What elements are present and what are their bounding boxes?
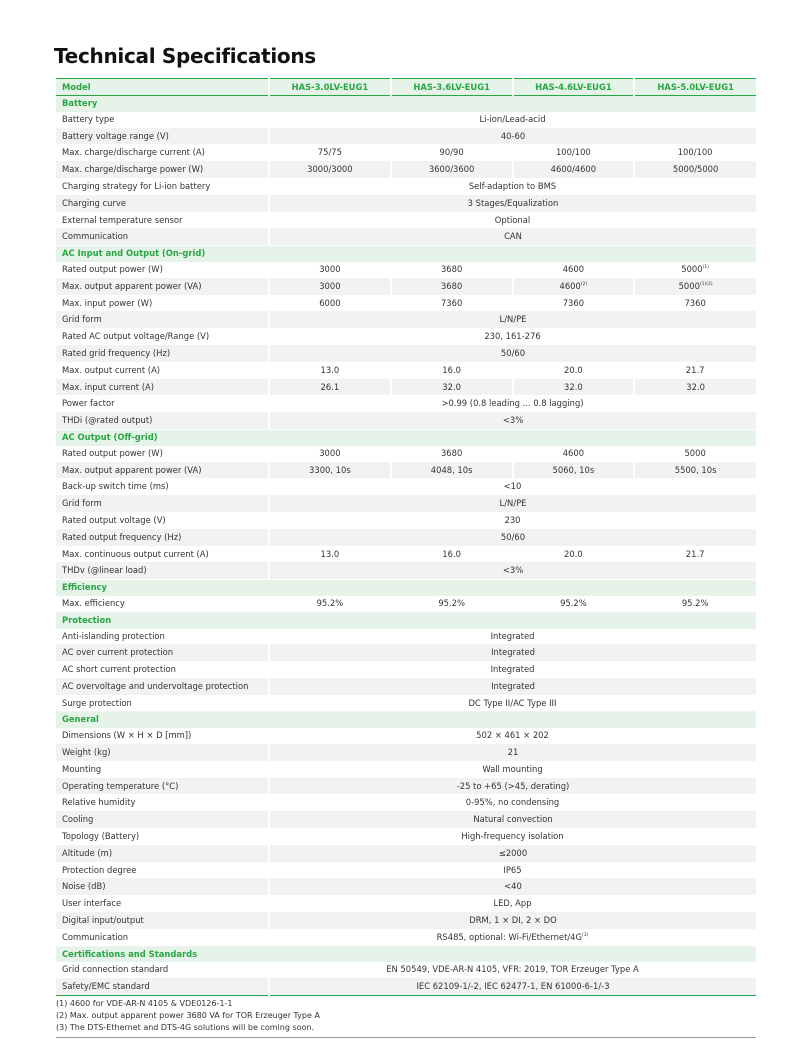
spec-label: Battery voltage range (V) [56,128,269,145]
spec-value-all-models [269,879,756,896]
section-header-row [56,96,756,112]
spec-label: Operating temperature (°C) [56,778,269,795]
footnotes [56,998,756,1038]
spec-value [269,145,391,162]
spec-value-all-models [269,913,756,930]
spec-value-text: 3680 [440,280,463,291]
spec-row [56,546,756,563]
spec-value-all-models [269,496,756,513]
spec-value [513,295,635,312]
spec-value-text: Self-adaption to BMS [468,180,557,191]
spec-value-text: 26.1 [320,381,340,392]
spec-value-text: 21.7 [685,548,705,559]
spec-label: Mounting [56,761,269,778]
spec-value-text: DC Type II/AC Type III [468,697,557,708]
spec-value-all-models [269,845,756,862]
spec-row [56,462,756,479]
spec-value [269,596,391,612]
section-header-row [56,712,756,728]
spec-value-all-models [269,645,756,662]
section-title: Battery [56,96,756,112]
spec-label: Rated output voltage (V) [56,512,269,529]
spec-row [56,812,756,829]
spec-row [56,629,756,645]
spec-value-text: IEC 62109-1/-2, IEC 62477-1, EN 61000-6-1/-3 [416,981,610,992]
spec-value-text: 4048, 10s [430,464,473,475]
spec-value-text: EN 50549, VDE-AR-N 4105, VFR: 2019, TOR Erzeuger Type A [386,964,639,975]
spec-value-text: 0-95%, no condensing [465,797,560,808]
spec-value-all-models [269,229,756,246]
spec-label: Back-up switch time (ms) [56,479,269,496]
spec-value [391,379,513,396]
spec-row [56,278,756,295]
spec-value-text: LED, App [493,898,532,909]
spec-row [56,529,756,546]
spec-value-text: Integrated [490,664,535,675]
spec-value-all-models [269,896,756,913]
spec-row [56,728,756,744]
model-name: HAS-3.6LV-EUG1 [391,79,513,96]
spec-label: User interface [56,896,269,913]
spec-value [391,546,513,563]
spec-value [634,295,756,312]
spec-label: AC short current protection [56,662,269,679]
footnote: (1) 4600 for VDE-AR-N 4105 & VDE0126-1-1 [56,999,233,1008]
spec-value [513,379,635,396]
spec-row [56,262,756,278]
spec-row [56,563,756,580]
spec-value-text: RS485, optional: Wi-Fi/Ethernet/4G [436,931,582,942]
spec-value-all-models [269,312,756,329]
spec-value-text: 13.0 [320,548,340,559]
spec-value [391,462,513,479]
spec-value-all-models [269,396,756,413]
spec-row [56,496,756,513]
spec-value-text: 230, 161-276 [484,331,541,342]
spec-label: Battery type [56,112,269,128]
spec-value [513,596,635,612]
spec-value [513,446,635,462]
spec-value-all-models [269,329,756,346]
spec-value-all-models [269,778,756,795]
spec-row [56,295,756,312]
spec-label: External temperature sensor [56,212,269,229]
spec-label: Dimensions (W × H × D [mm]) [56,728,269,744]
spec-label: AC over current protection [56,645,269,662]
spec-value-text: 95.2% [316,597,344,608]
spec-value-text: 50/60 [500,347,526,358]
spec-value-text: 3 Stages/Equalization [467,197,559,208]
spec-row [56,229,756,246]
spec-value [634,462,756,479]
spec-value-all-models [269,178,756,195]
spec-value-all-models [269,812,756,829]
spec-value-all-models [269,795,756,812]
spec-label: Max. efficiency [56,596,269,612]
spec-row [56,761,756,778]
spec-row [56,645,756,662]
spec-value-text: Integrated [491,647,535,658]
spec-label: Altitude (m) [56,845,269,862]
spec-value-text: -25 to +65 (>45, derating) [456,780,570,791]
spec-row [56,596,756,612]
spec-row [56,929,756,946]
spec-value [269,462,391,479]
spec-row [56,413,756,430]
section-title: AC Input and Output (On-grid) [56,246,756,262]
spec-value [513,462,635,479]
spec-value [391,145,513,162]
spec-label: Max. output apparent power (VA) [56,462,269,479]
spec-label: Surge protection [56,695,269,712]
spec-row [56,829,756,846]
page-title: Technical Specifications [54,44,316,68]
footnote: (2) Max. output apparent power 3680 VA for TOR Erzeuger Type A [56,1011,320,1020]
spec-label: Communication [56,929,269,946]
spec-value-text: <40 [504,881,522,892]
spec-value-text: 100/100 [677,147,713,158]
spec-label: AC overvoltage and undervoltage protection [56,678,269,695]
spec-value [634,546,756,563]
spec-row [56,678,756,695]
spec-value-text: Integrated [491,680,535,691]
spec-value-text: DRM, 1 × DI, 2 × DO [469,915,557,926]
spec-value-text: 100/100 [555,147,591,158]
spec-label: Cooling [56,812,269,829]
spec-label: THDv (@linear load) [56,563,269,580]
spec-value-text: 16.0 [442,364,461,375]
spec-value [269,278,391,295]
spec-row [56,362,756,379]
spec-row [56,312,756,329]
spec-value-all-models [269,529,756,546]
spec-value-text: 7360 [562,297,585,308]
spec-value-text: 95.2% [681,597,709,608]
spec-label: Rated AC output voltage/Range (V) [56,329,269,346]
spec-value-text: Natural convection [473,814,553,825]
spec-row [56,345,756,362]
spec-row [56,979,756,996]
spec-value-text: 7360 [684,297,706,308]
spec-label: Weight (kg) [56,745,269,762]
footnote-ref: (3) [582,933,589,939]
spec-value-text: IP65 [503,864,522,875]
spec-value-all-models [269,829,756,846]
footnote-ref: (1)(2) [699,281,713,287]
spec-value-text: 3000 [319,447,341,458]
spec-row [56,745,756,762]
spec-label: Digital input/output [56,913,269,930]
spec-label: Max. input power (W) [56,295,269,312]
spec-value [391,596,513,612]
spec-value-text: 4600 [559,280,581,291]
spec-label: Rated grid frequency (Hz) [56,345,269,362]
spec-value-text: 3000 [319,263,341,274]
spec-value-all-models [269,979,756,996]
spec-value-text: 75/75 [317,147,342,158]
spec-value [513,162,635,179]
spec-label: Topology (Battery) [56,829,269,846]
spec-value-all-models [269,728,756,744]
section-title: AC Output (Off-grid) [56,429,756,445]
spec-value-text: <3% [502,415,524,426]
spec-row [56,662,756,679]
spec-value-all-models [269,678,756,695]
spec-label: Relative humidity [56,795,269,812]
spec-value-all-models [269,512,756,529]
spec-value-text: 5060, 10s [552,464,595,475]
section-header-row [56,246,756,262]
spec-value-text: 20.0 [564,364,583,375]
spec-value-text: 7360 [440,297,463,308]
spec-value-all-models [269,112,756,128]
spec-value-text: L/N/PE [499,314,527,325]
spec-label: Max. charge/discharge current (A) [56,145,269,162]
spec-value [269,379,391,396]
spec-value-text: 5500, 10s [674,464,717,475]
section-title: Efficiency [56,580,756,596]
spec-row [56,695,756,712]
footnote-ref: (2) [580,281,588,287]
spec-value [513,546,635,563]
spec-label: Protection degree [56,862,269,879]
spec-value [391,362,513,379]
spec-value-text: 3000 [319,280,341,291]
spec-value-all-models [269,212,756,229]
spec-value [391,278,513,295]
spec-value-all-models [269,745,756,762]
spec-value-text: 50/60 [500,531,526,542]
spec-value-text: Integrated [490,630,535,641]
spec-value-text: CAN [504,231,522,242]
spec-value [391,295,513,312]
spec-value-text: 20.0 [564,548,583,559]
spec-value-text: Optional [494,214,531,225]
spec-label: Grid form [56,312,269,329]
spec-value-text: 4600 [562,263,585,274]
spec-value [634,262,756,278]
section-header-row [56,580,756,596]
spec-label: Anti-islanding protection [56,629,269,645]
spec-value-text: 3000/3000 [307,164,353,175]
spec-value [634,145,756,162]
spec-row [56,479,756,496]
spec-value-text: High-frequency isolation [461,831,564,842]
model-name: HAS-4.6LV-EUG1 [513,79,635,96]
spec-value-all-models [269,929,756,946]
spec-label: Power factor [56,396,269,413]
section-title: Protection [56,612,756,628]
spec-value [391,162,513,179]
spec-value-text: 16.0 [442,548,461,559]
spec-value-text: 5000 [678,280,700,291]
spec-value [634,278,756,295]
spec-value-text: 40-60 [500,130,526,141]
spec-label: Max. output current (A) [56,362,269,379]
spec-value-all-models [269,413,756,430]
spec-row [56,913,756,930]
spec-value-text: 32.0 [442,381,461,392]
spec-value-text: L/N/PE [499,498,527,509]
spec-value-all-models [269,128,756,145]
spec-value [269,546,391,563]
spec-value [269,295,391,312]
spec-value [269,162,391,179]
spec-row [56,128,756,145]
spec-value-text: 3680 [440,263,463,274]
model-name: HAS-3.0LV-EUG1 [269,79,391,96]
model-header-row [56,79,756,96]
spec-value [391,446,513,462]
spec-row [56,512,756,529]
spec-value-text: 21 [507,747,519,758]
spec-value-text: Wall mounting [482,763,543,774]
spec-value-text: Li-ion/Lead-acid [479,113,546,124]
spec-row [56,896,756,913]
spec-table [56,78,756,996]
model-header-label: Model [56,79,269,96]
spec-row [56,446,756,462]
spec-value [513,145,635,162]
spec-value-all-models [269,862,756,879]
section-header-row [56,429,756,445]
spec-row [56,162,756,179]
spec-value-text: 95.2% [438,597,465,608]
spec-value-all-models [269,479,756,496]
spec-value-text: 3300, 10s [309,464,351,475]
footnote-ref: (1) [702,265,709,271]
spec-value [269,446,391,462]
spec-value-text: 90/90 [439,147,464,158]
spec-value-text: 13.0 [320,364,340,375]
model-name: HAS-5.0LV-EUG1 [634,79,756,96]
spec-row [56,178,756,195]
spec-value-text: 32.0 [686,381,705,392]
spec-value-text: 3680 [440,447,463,458]
spec-value-text: 5000 [684,447,706,458]
spec-value [269,362,391,379]
spec-value-text: ≤2000 [498,847,528,858]
spec-value-all-models [269,195,756,212]
spec-value-text: 502 × 461 × 202 [476,730,549,741]
spec-label: Max. continuous output current (A) [56,546,269,563]
spec-value-all-models [269,345,756,362]
spec-label: Grid connection standard [56,962,269,978]
spec-label: Max. input current (A) [56,379,269,396]
spec-value-all-models [269,695,756,712]
section-header-row [56,612,756,628]
spec-row [56,145,756,162]
spec-value-text: 3600/3600 [428,164,475,175]
spec-row [56,795,756,812]
spec-value [634,379,756,396]
spec-row [56,329,756,346]
spec-row [56,962,756,978]
spec-row [56,212,756,229]
spec-value [634,446,756,462]
spec-value-text: 6000 [319,297,341,308]
spec-value-text: 4600 [562,447,585,458]
spec-label: Grid form [56,496,269,513]
spec-row [56,778,756,795]
footnote: (3) The DTS-Ethernet and DTS-4G solutions will be coming soon. [56,1023,315,1032]
spec-value-text: 21.7 [685,364,705,375]
spec-label: Max. charge/discharge power (W) [56,162,269,179]
spec-value [513,278,635,295]
spec-value [513,262,635,278]
spec-label: Charging curve [56,195,269,212]
spec-row [56,862,756,879]
spec-label: Max. output apparent power (VA) [56,278,269,295]
spec-value-all-models [269,629,756,645]
spec-value [269,262,391,278]
spec-value-text: 5000 [681,263,703,274]
section-header-row [56,946,756,962]
spec-label: Safety/EMC standard [56,979,269,996]
spec-label: THDi (@rated output) [56,413,269,430]
spec-row [56,112,756,128]
spec-value-text: 230 [504,514,521,525]
spec-value-text: 32.0 [564,381,583,392]
spec-row [56,379,756,396]
spec-value-text: 5000/5000 [672,164,719,175]
spec-label: Communication [56,229,269,246]
spec-value-text: 4600/4600 [550,164,597,175]
spec-label: Rated output power (W) [56,262,269,278]
spec-value [634,162,756,179]
spec-value-all-models [269,563,756,580]
spec-label: Rated output frequency (Hz) [56,529,269,546]
spec-value-text: <10 [503,481,522,492]
spec-row [56,845,756,862]
spec-value [391,262,513,278]
spec-value-all-models [269,761,756,778]
spec-value [513,362,635,379]
section-title: General [56,712,756,728]
spec-value-all-models [269,662,756,679]
spec-label: Charging strategy for Li-ion battery [56,178,269,195]
spec-value-text: 95.2% [560,597,587,608]
section-title: Certifications and Standards [56,946,756,962]
spec-value [634,362,756,379]
spec-value [634,596,756,612]
spec-label: Rated output power (W) [56,446,269,462]
spec-row [56,879,756,896]
spec-value-all-models [269,962,756,978]
spec-value-text: <3% [502,565,524,576]
spec-row [56,195,756,212]
spec-row [56,396,756,413]
spec-value-text: >0.99 (0.8 leading ... 0.8 lagging) [441,398,584,409]
spec-label: Noise (dB) [56,879,269,896]
